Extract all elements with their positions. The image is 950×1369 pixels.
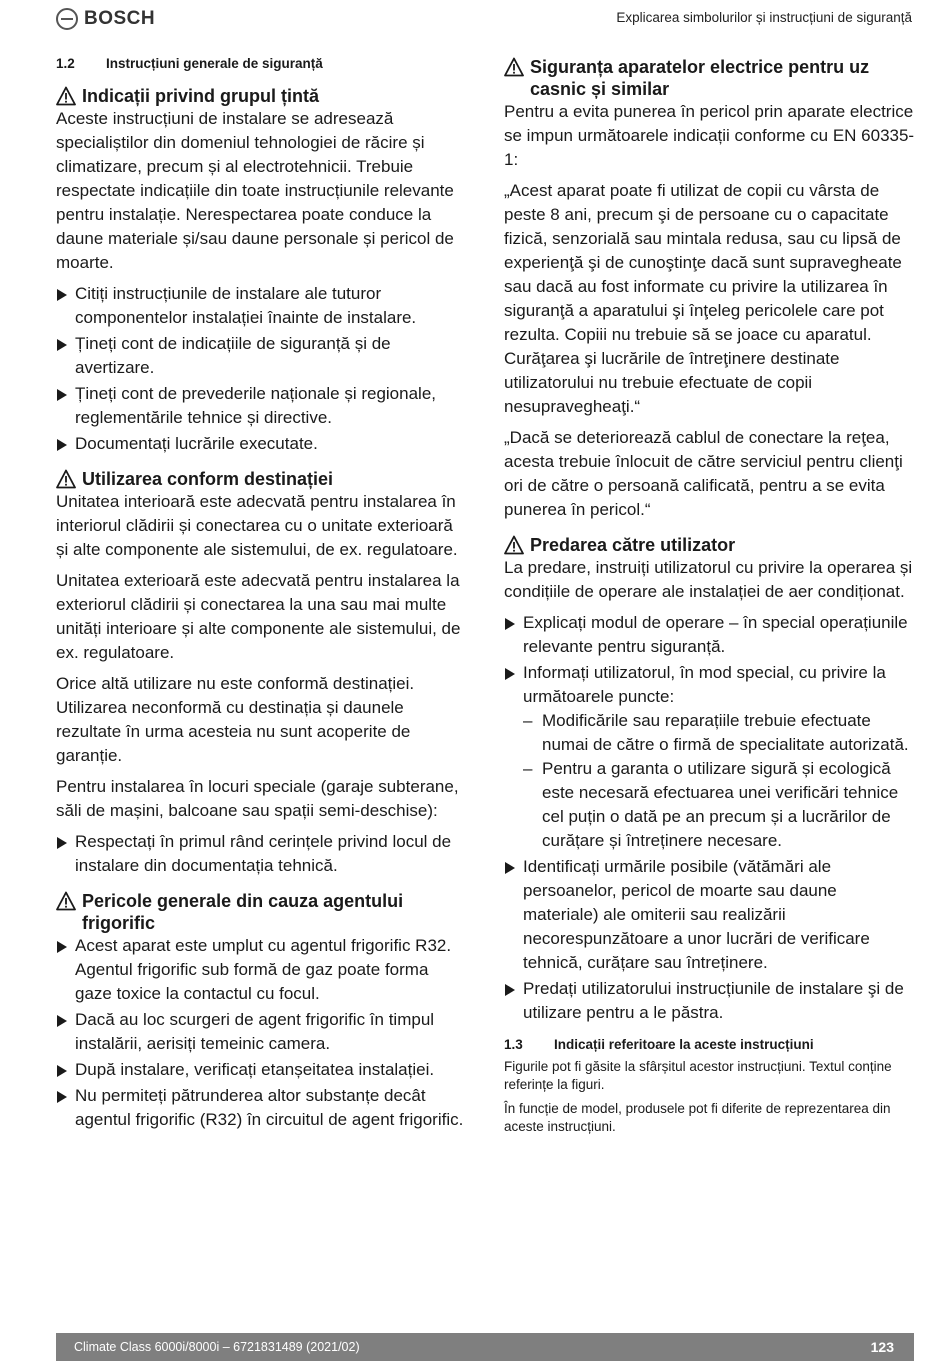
section-number: 1.2 (56, 56, 75, 71)
step-arrow-icon (57, 389, 67, 401)
handover-sub-list (523, 709, 916, 853)
electrical-safety-heading: Siguranța aparatelor electrice pentru uz casnic și similar (504, 56, 916, 100)
intended-use-block (56, 468, 468, 878)
list-item: Citiți instrucțiunile de instalare ale tuturor componentelor instalației înainte de instalare. (56, 282, 468, 330)
sub-list-item: – Pentru a garanta o utilizare sigură și ecologică este necesară efectuarea unei verificări tehnice cel puțin o dată pe an precum și a lucrărilor de curățare și întreținere necesare. (523, 759, 899, 850)
list-item: Predați utilizatorului instrucțiunile de instalare şi de utilizare pentru a le păstra. (504, 977, 916, 1025)
section-1-3-text-1: Figurile pot fi găsite la sfârșitul acestor instrucțiuni. Textul conține referințe la figuri. (504, 1059, 892, 1092)
handover-heading: Predarea către utilizator (504, 534, 916, 556)
step-arrow-icon (57, 439, 67, 451)
page-footer (56, 1333, 914, 1361)
step-arrow-icon (57, 1065, 67, 1077)
list-item: Respectați în primul rând cerințele privind locul de instalare din documentația tehnică. (56, 830, 468, 878)
intended-use-steps (56, 830, 468, 878)
section-number: 1.3 (504, 1037, 523, 1052)
brand-name: BOSCH (84, 8, 156, 29)
list-item: Dacă au loc scurgeri de agent frigorific în timpul instalării, aerisiți temeinic camera. (56, 1008, 468, 1056)
step-arrow-icon (57, 941, 67, 953)
page-header (0, 0, 950, 40)
handover-steps (504, 611, 916, 1025)
step-arrow-icon (57, 1091, 67, 1103)
refrigerant-block (56, 890, 468, 1132)
list-item: Documentați lucrările executate. (56, 432, 468, 456)
list-item: Țineți cont de indicațiile de siguranță și de avertizare. (56, 332, 468, 380)
electrical-safety-quote-2: „Dacă se deteriorează cablul de conectare la reţea, acesta trebuie înlocuit de către serviciul pentru clienţi ori de către o persoană calificată, pentru a se evita punerea în pericol.“ (504, 428, 903, 519)
list-item: Explicați modul de operare – în special operațiunile relevante pentru siguranță. (504, 611, 916, 659)
warning-triangle-icon (56, 891, 76, 911)
section-heading-1-3 (504, 1037, 916, 1052)
warning-triangle-icon (56, 469, 76, 489)
footer-doc-info: Climate Class 6000i/8000i – 6721831489 (2021/02) (74, 1340, 360, 1354)
list-item: Țineți cont de prevederile naționale și regionale, reglementările tehnice și directive. (56, 382, 468, 430)
section-heading-1-2 (56, 56, 468, 71)
list-item: Identificați urmările posibile (vătămări ale persoanelor, pericol de moarte sau daune materiale) ale omiterii sau realizării necorespunzătoare a unor lucrări de verificare tehnică, curățare sau întreținere. (504, 855, 916, 975)
step-arrow-icon (505, 618, 515, 630)
handover-block (504, 534, 916, 1025)
intended-use-text-4: Pentru instalarea în locuri speciale (garaje subterane, săli de mașini, balcoane sau spații semi-deschise): (56, 777, 459, 820)
brand-logo (56, 8, 155, 30)
list-item: Nu permiteți pătrunderea altor substanțe decât agentul frigorific (R32) în circuitul de agent frigorific. (56, 1084, 468, 1132)
target-group-heading: Indicații privind grupul țintă (56, 85, 468, 107)
target-group-text: Aceste instrucțiuni de instalare se adresează specialiștilor din domeniul tehnologiei de răcire și climatizare, precum și al electrotehnicii. Trebuie respectate indicațiile din toate instrucțiunile relevante pentru instalație. Nerespectarea poate conduce la daune materiale și/sau daune personale și pericol de moarte. (56, 109, 454, 272)
right-column (504, 56, 916, 1142)
step-arrow-icon (505, 668, 515, 680)
step-arrow-icon (57, 1015, 67, 1027)
section-title: Instrucțiuni generale de siguranță (106, 56, 323, 71)
intended-use-text-1: Unitatea interioară este adecvată pentru instalarea în interiorul clădirii și conectarea cu o unitate exterioară și alte componente ale sistemului, de ex. regulatoare. (56, 492, 458, 559)
intended-use-text-2: Unitatea exterioară este adecvată pentru instalarea la exteriorul clădirii și conectarea la una sau mai multe unități interioare și alte componente ale sistemului, de ex. regulatoare. (56, 571, 461, 662)
refrigerant-heading: Pericole generale din cauza agentului frigorific (56, 890, 468, 934)
step-arrow-icon (57, 339, 67, 351)
intended-use-heading: Utilizarea conform destinației (56, 468, 468, 490)
target-group-steps (56, 282, 468, 456)
electrical-safety-quote-1: „Acest aparat poate fi utilizat de copii cu vârsta de peste 8 ani, precum şi de persoane cu o capacitate fizică, senzorială sau mintala redusa, sau cu lipsă de experienţă şi de cunoştinţe dacă sunt supravegheate sau dacă au fost informate cu privire la utilizarea în siguranţă a aparatului şi înţeleg pericolele care pot rezulta. Copiii nu trebuie să se joace cu aparatul. Curăţarea şi lucrările de întreţinere destinate utilizatorului nu trebuie efectuate de copii nesupravegheaţi.“ (504, 181, 902, 416)
step-arrow-icon (505, 984, 515, 996)
warning-triangle-icon (504, 535, 524, 555)
list-item: Informați utilizatorul, în mod special, cu privire la următoarele puncte: – Modificările sau reparațiile trebuie efectuate numai de către o firmă de specialitate autorizată. – Pentru a garanta o utilizare sigură și ecologică este necesară efectuarea unei verificări tehnice cel puțin o dată pe an precum și a lucrărilor de curățare și întreținere necesare. (504, 661, 916, 853)
warning-triangle-icon (504, 57, 524, 77)
handover-text: La predare, instruiți utilizatorul cu privire la operarea și condițiile de operare ale instalației de aer condiționat. (504, 558, 913, 601)
section-1-3-text-2: În funcție de model, produsele pot fi diferite de reprezentarea din aceste instrucțiuni. (504, 1101, 891, 1134)
section-title: Indicații referitoare la aceste instrucțiuni (554, 1037, 814, 1052)
list-item: După instalare, verificați etanșeitatea instalației. (56, 1058, 468, 1082)
electrical-safety-block (504, 56, 916, 522)
step-arrow-icon (57, 289, 67, 301)
step-arrow-icon (505, 862, 515, 874)
warning-triangle-icon (56, 86, 76, 106)
intended-use-text-3: Orice altă utilizare nu este conformă destinației. Utilizarea neconformă cu destinația și daunele rezultate în urma acesteia nu sunt acoperite de garanție. (56, 674, 415, 765)
running-header-title: Explicarea simbolurilor și instrucțiuni de siguranță (616, 10, 912, 25)
list-item: Acest aparat este umplut cu agentul frigorific R32. Agentul frigorific sub formă de gaz poate forma gaze toxice la contactul cu focul. (56, 934, 468, 1006)
page-number: 123 (870, 1339, 894, 1355)
electrical-safety-text-1: Pentru a evita punerea în pericol prin aparate electrice se impun următoarele indicații conforme cu EN 60335-1: (504, 102, 915, 169)
left-column (56, 56, 468, 1144)
refrigerant-steps (56, 934, 468, 1132)
bosch-armature-icon (56, 8, 78, 30)
step-arrow-icon (57, 837, 67, 849)
target-group-block (56, 85, 468, 456)
sub-list-item: – Modificările sau reparațiile trebuie efectuate numai de către o firmă de specialitate autorizată. (523, 711, 909, 754)
